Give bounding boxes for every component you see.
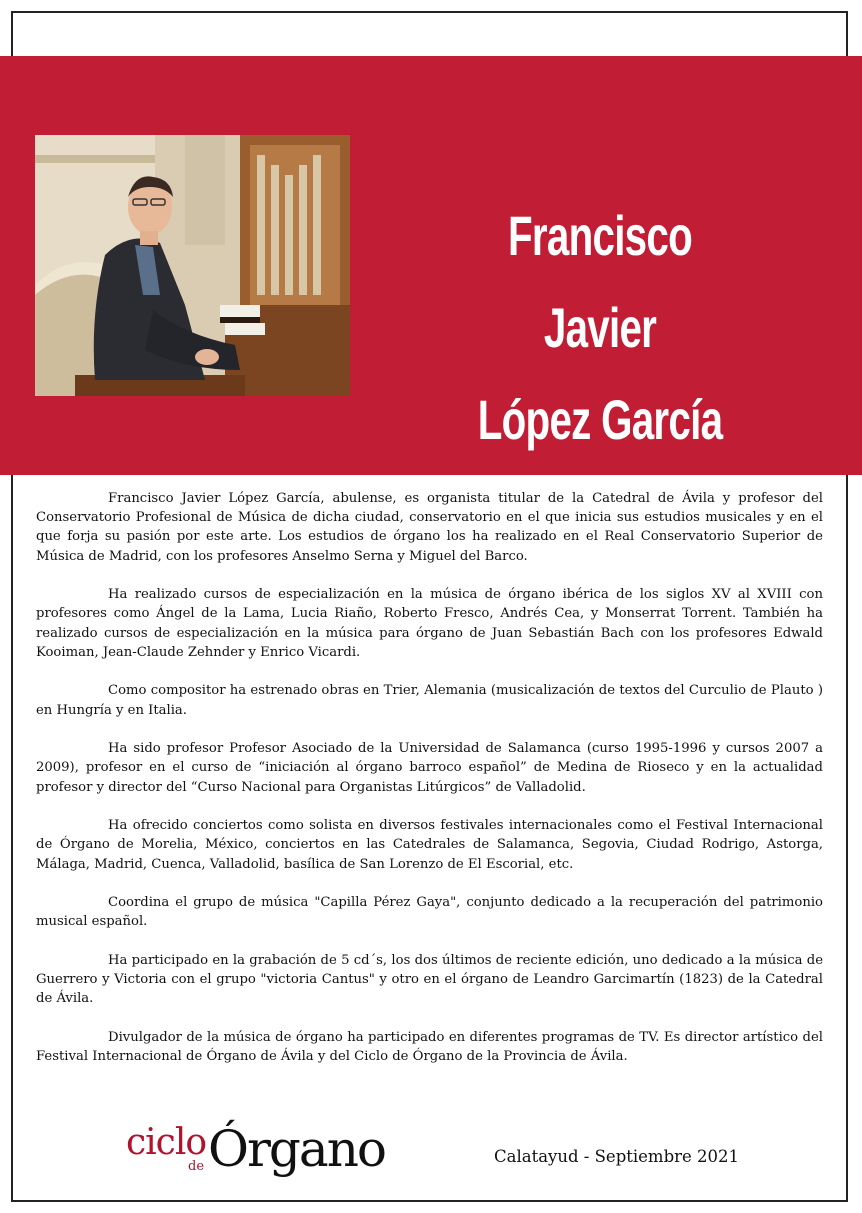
organist-photo-illustration xyxy=(35,135,350,396)
logo-word-ciclo: ciclo xyxy=(126,1122,207,1163)
performer-name-line-1: Francisco Javier xyxy=(507,204,693,359)
bio-paragraph: Ha realizado cursos de especialización en la música de órgano ibérica de los siglos XV al XVIII con profesores como Ángel de la Lama, Lucia Riaño, Roberto Fresco, Andrés Cea, y Monserrat Torrent. También ha realizado cursos de especialización en la música para órgano de Juan Sebastián Bach con los profesores Edwald Kooiman, Jean-Claude Zehnder y Enrico Vicardi. xyxy=(36,587,823,660)
bio-paragraph: Ha ofrecido conciertos como solista en diversos festivales internacionales como el Festival Internacional de Órgano de Morelia, México, conciertos en las Catedrales de Salamanca, Segovia, Ciudad Rodrigo, Astorga, Málaga, Madrid, Cuenca, Valladolid, basílica de San Lorenzo de El Escorial, etc. xyxy=(36,818,823,872)
performer-name-line-2: López García xyxy=(477,388,723,451)
bio-paragraph: Como compositor ha estrenado obras en Trier, Alemania (musicalización de textos del Curculio de Plauto ) en Hungría y en Italia. xyxy=(36,683,823,718)
bio-paragraph: Divulgador de la música de órgano ha participado en diferentes programas de TV. Es director artístico del Festival Internacional de Órgano de Ávila y del Ciclo de Órgano de la Provincia de Ávila. xyxy=(36,1030,823,1065)
ciclo-de-organo-logo xyxy=(126,1108,386,1178)
footer-place-date: Calatayud - Septiembre 2021 xyxy=(494,1147,740,1166)
logo-word-organo: Órgano xyxy=(208,1120,386,1178)
bio-paragraph: Ha sido profesor Profesor Asociado de la Universidad de Salamanca (curso 1995-1996 y cursos 2007 a 2009), profesor en el curso de “iniciación al órgano barroco español” de Medina de Rioseco y en la actualidad profesor y director del “Curso Nacional para Organistas Litúrgicos” de Valladolid. xyxy=(36,741,823,795)
bio-paragraph: Coordina el grupo de música "Capilla Pérez Gaya", conjunto dedicado a la recuperación del patrimonio musical español. xyxy=(36,895,823,930)
logo-word-de: de xyxy=(188,1159,205,1174)
performer-name xyxy=(452,190,747,466)
biography xyxy=(36,489,823,1086)
organist-photo xyxy=(35,135,350,396)
bio-paragraph: Francisco Javier López García, abulense, es organista titular de la Catedral de Ávila y profesor del Conservatorio Profesional de Música de dicha ciudad, conservatorio en el que inicia sus estudios musicales y en el que forja su pasión por este arte. Los estudios de órgano los ha realizado en el Real Conservatorio Superior de Música de Madrid, con los profesores Anselmo Serna y Miguel del Barco. xyxy=(36,491,823,564)
bio-paragraph: Ha participado en la grabación de 5 cd´s, los dos últimos de reciente edición, uno dedicado a la música de Guerrero y Victoria con el grupo "victoria Cantus" y otro en el órgano de Leandro Garcimartín (1823) de la Catedral de Ávila. xyxy=(36,953,823,1007)
